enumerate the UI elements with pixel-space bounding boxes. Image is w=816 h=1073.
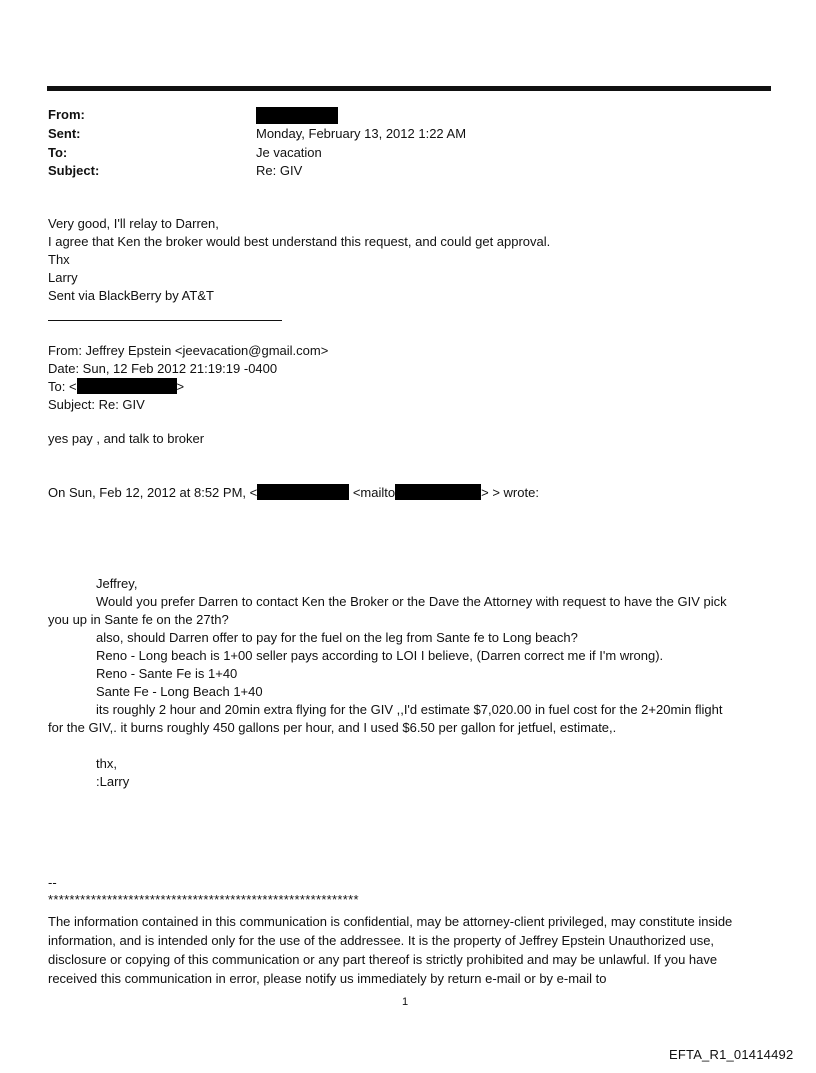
inner-greeting: Jeffrey, [96,576,138,591]
inner-closing: thx, [96,756,117,771]
inner-line: also, should Darren offer to pay for the fuel on the leg from Sante fe to Long beach? [96,630,578,645]
quoted-body: yes pay , and talk to broker [48,431,205,446]
quoted-subject: Subject: Re: GIV [48,397,145,412]
reply-line: I agree that Ken the broker would best understand this request, and could get approval. [48,234,551,249]
reply-line: Thx [48,252,70,267]
from-value-redacted [256,106,338,124]
wrote-mid: <mailto [352,485,396,500]
document-id: EFTA_R1_01414492 [669,1047,794,1062]
inner-line: you up in Sante fe on the 27th? [48,612,229,627]
quoted-from-text: From: Jeffrey Epstein <jeevacation@gmail.com> [48,343,329,358]
quoted-wrote-line [48,484,539,502]
from-label: From: [48,107,85,122]
wrote-suffix: > > wrote: [481,485,539,500]
inner-line: its roughly 2 hour and 20min extra flying for the GIV ,,I'd estimate $7,020.00 in fuel cost for the 2+20min flight [96,702,723,717]
stars-divider: ********************************************************** [48,892,359,907]
subject-value: Re: GIV [256,163,303,178]
quoted-from [48,342,328,360]
sent-value: Monday, February 13, 2012 1:22 AM [256,126,467,141]
inner-line: Would you prefer Darren to contact Ken the Broker or the Dave the Attorney with request to have the GIV pick [96,594,727,609]
reply-line: Very good, I'll relay to Darren, [48,216,219,231]
redacted-block [257,484,349,500]
signature-dashes: -- [48,875,57,890]
quoted-to [48,378,184,396]
disclaimer-text: The information contained in this communication is confidential, may be attorney-client privileged, may constitute inside information, and is intended only for the use of the addressee. It is the property of Jeffrey Epstein Unauthorized use, disclosure or copying of this communication or any part thereof is strictly prohibited and may be unlawful. If you have received this communication in error, please notify us immediately by return e-mail or by e-mail to [48,914,733,986]
quoted-date: Date: Sun, 12 Feb 2012 21:19:19 -0400 [48,361,278,376]
inner-line: Sante Fe - Long Beach 1+40 [96,684,263,699]
to-label: To: [48,145,68,160]
redacted-block [395,484,481,500]
reply-line: Larry [48,270,78,285]
quote-separator [48,320,282,321]
inner-line: for the GIV,. it burns roughly 450 gallons per hour, and I used $6.50 per gallon for jetfuel, estimate,. [48,720,617,735]
wrote-prefix: On Sun, Feb 12, 2012 at 8:52 PM, < [48,485,258,500]
quoted-to-suffix: > [176,379,185,394]
inner-line: Reno - Long beach is 1+00 seller pays according to LOI I believe, (Darren correct me if I'm wrong). [96,648,664,663]
inner-signature: :Larry [96,774,130,789]
to-value: Je vacation [256,145,322,160]
subject-label: Subject: [48,163,100,178]
page-number: 1 [402,996,409,1008]
sent-label: Sent: [48,126,81,141]
inner-line: Reno - Sante Fe is 1+40 [96,666,238,681]
header-rule [47,86,771,91]
redacted-block [77,378,177,394]
reply-signature: Sent via BlackBerry by AT&T [48,288,214,303]
quoted-to-prefix: To: < [48,379,77,394]
